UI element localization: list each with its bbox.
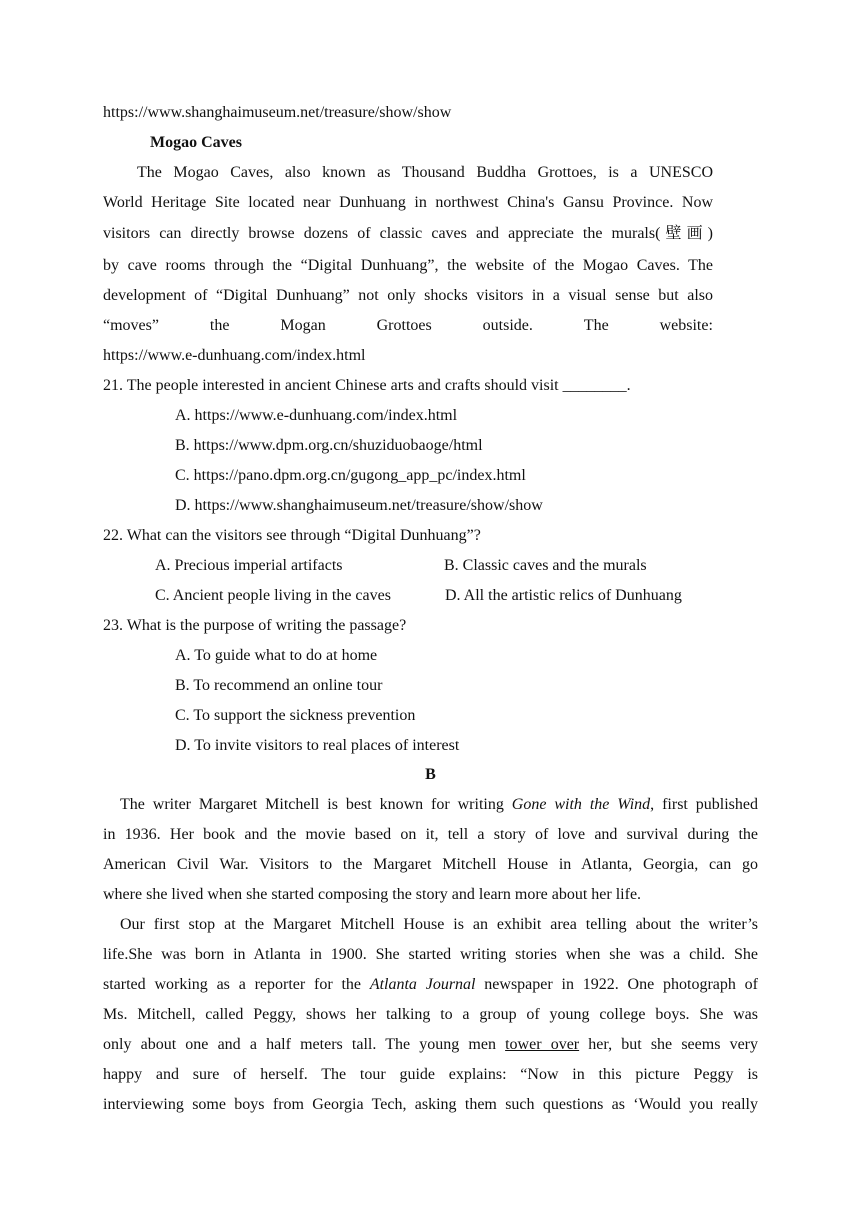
question-21-option-c: C. https://pano.dpm.org.cn/gugong_app_pc/index.html xyxy=(175,467,526,484)
mogao-word: Grottoes xyxy=(376,317,432,334)
mogao-line-4: by cave rooms through the “Digital Dunhuang”, the website of the Mogao Caves. The xyxy=(103,257,713,274)
book-title: Gone with the Wind xyxy=(511,796,651,813)
p2-text: her, but she seems very xyxy=(579,1036,758,1053)
passage-b-p2-line-4: Ms. Mitchell, called Peggy, shows her talking to a group of young college boys. She was xyxy=(103,1006,758,1023)
mogao-word: The xyxy=(583,317,609,334)
question-22-option-a: A. Precious imperial artifacts xyxy=(155,557,343,574)
p1-text: The writer Margaret Mitchell is best known for writing xyxy=(120,796,512,813)
passage-b-p2-line-1: Our first stop at the Margaret Mitchell House is an exhibit area telling about the writer’s xyxy=(120,916,758,933)
shanghai-museum-url: https://www.shanghaimuseum.net/treasure/show/show xyxy=(103,104,452,121)
question-23-option-b: B. To recommend an online tour xyxy=(175,677,383,694)
passage-b-p1-line-2: in 1936. Her book and the movie based on it, tell a story of love and survival during the xyxy=(103,826,758,843)
passage-b-p2-line-3 xyxy=(103,970,758,1000)
p1-text: , first published xyxy=(650,796,758,813)
mogao-line-6 xyxy=(103,311,713,341)
underlined-phrase: tower over xyxy=(505,1036,580,1053)
question-21-option-d: D. https://www.shanghaimuseum.net/treasure/show/show xyxy=(175,497,543,514)
question-22-stem: 22. What can the visitors see through “Digital Dunhuang”? xyxy=(103,527,481,544)
mogao-line-1: The Mogao Caves, also known as Thousand Buddha Grottoes, is a UNESCO xyxy=(137,164,713,181)
passage-b-p2-line-5 xyxy=(103,1030,758,1060)
question-23-option-a: A. To guide what to do at home xyxy=(175,647,378,664)
question-23-option-c: C. To support the sickness prevention xyxy=(175,707,416,724)
mogao-line-3: visitors can directly browse dozens of classic caves and appreciate the murals(壁画) xyxy=(103,225,713,242)
p2-text: newspaper in 1922. One photograph of xyxy=(475,976,758,993)
mogao-word: the xyxy=(209,317,230,334)
mogao-word: Mogan xyxy=(280,317,326,334)
passage-b-heading: B xyxy=(425,766,436,783)
mogao-word: outside. xyxy=(482,317,533,334)
question-21-option-b: B. https://www.dpm.org.cn/shuziduobaoge/html xyxy=(175,437,483,454)
mogao-line-2: World Heritage Site located near Dunhuang in northwest China's Gansu Province. Now xyxy=(103,194,713,211)
passage-b-p1-line-3: American Civil War. Visitors to the Margaret Mitchell House in Atlanta, Georgia, can go xyxy=(103,856,758,873)
question-21-stem: 21. The people interested in ancient Chinese arts and crafts should visit ________. xyxy=(103,377,631,394)
question-22-option-b: B. Classic caves and the murals xyxy=(444,557,647,574)
passage-b-p1-line-1 xyxy=(120,790,758,820)
passage-b-p2-line-2: life.She was born in Atlanta in 1900. She started writing stories when she was a child. She xyxy=(103,946,758,963)
mogao-heading: Mogao Caves xyxy=(150,134,242,151)
question-21-option-a: A. https://www.e-dunhuang.com/index.html xyxy=(175,407,458,424)
newspaper-title: Atlanta Journal xyxy=(369,976,476,993)
p2-text: started working as a reporter for the xyxy=(103,976,370,993)
p2-text: only about one and a half meters tall. The young men xyxy=(103,1036,506,1053)
passage-b-p2-line-6: happy and sure of herself. The tour guide explains: “Now in this picture Peggy is xyxy=(103,1066,758,1083)
question-23-stem: 23. What is the purpose of writing the passage? xyxy=(103,617,407,634)
mogao-word: website: xyxy=(659,317,713,334)
mogao-word: “moves” xyxy=(103,317,159,334)
question-22-option-d: D. All the artistic relics of Dunhuang xyxy=(445,587,682,604)
mogao-url: https://www.e-dunhuang.com/index.html xyxy=(103,347,366,364)
mogao-line-5: development of “Digital Dunhuang” not only shocks visitors in a visual sense but also xyxy=(103,287,713,304)
passage-b-p1-line-4: where she lived when she started composing the story and learn more about her life. xyxy=(103,886,642,903)
question-23-option-d: D. To invite visitors to real places of interest xyxy=(175,737,460,754)
question-22-option-c: C. Ancient people living in the caves xyxy=(155,587,391,604)
passage-b-p2-line-7: interviewing some boys from Georgia Tech, asking them such questions as ‘Would you really xyxy=(103,1096,758,1113)
